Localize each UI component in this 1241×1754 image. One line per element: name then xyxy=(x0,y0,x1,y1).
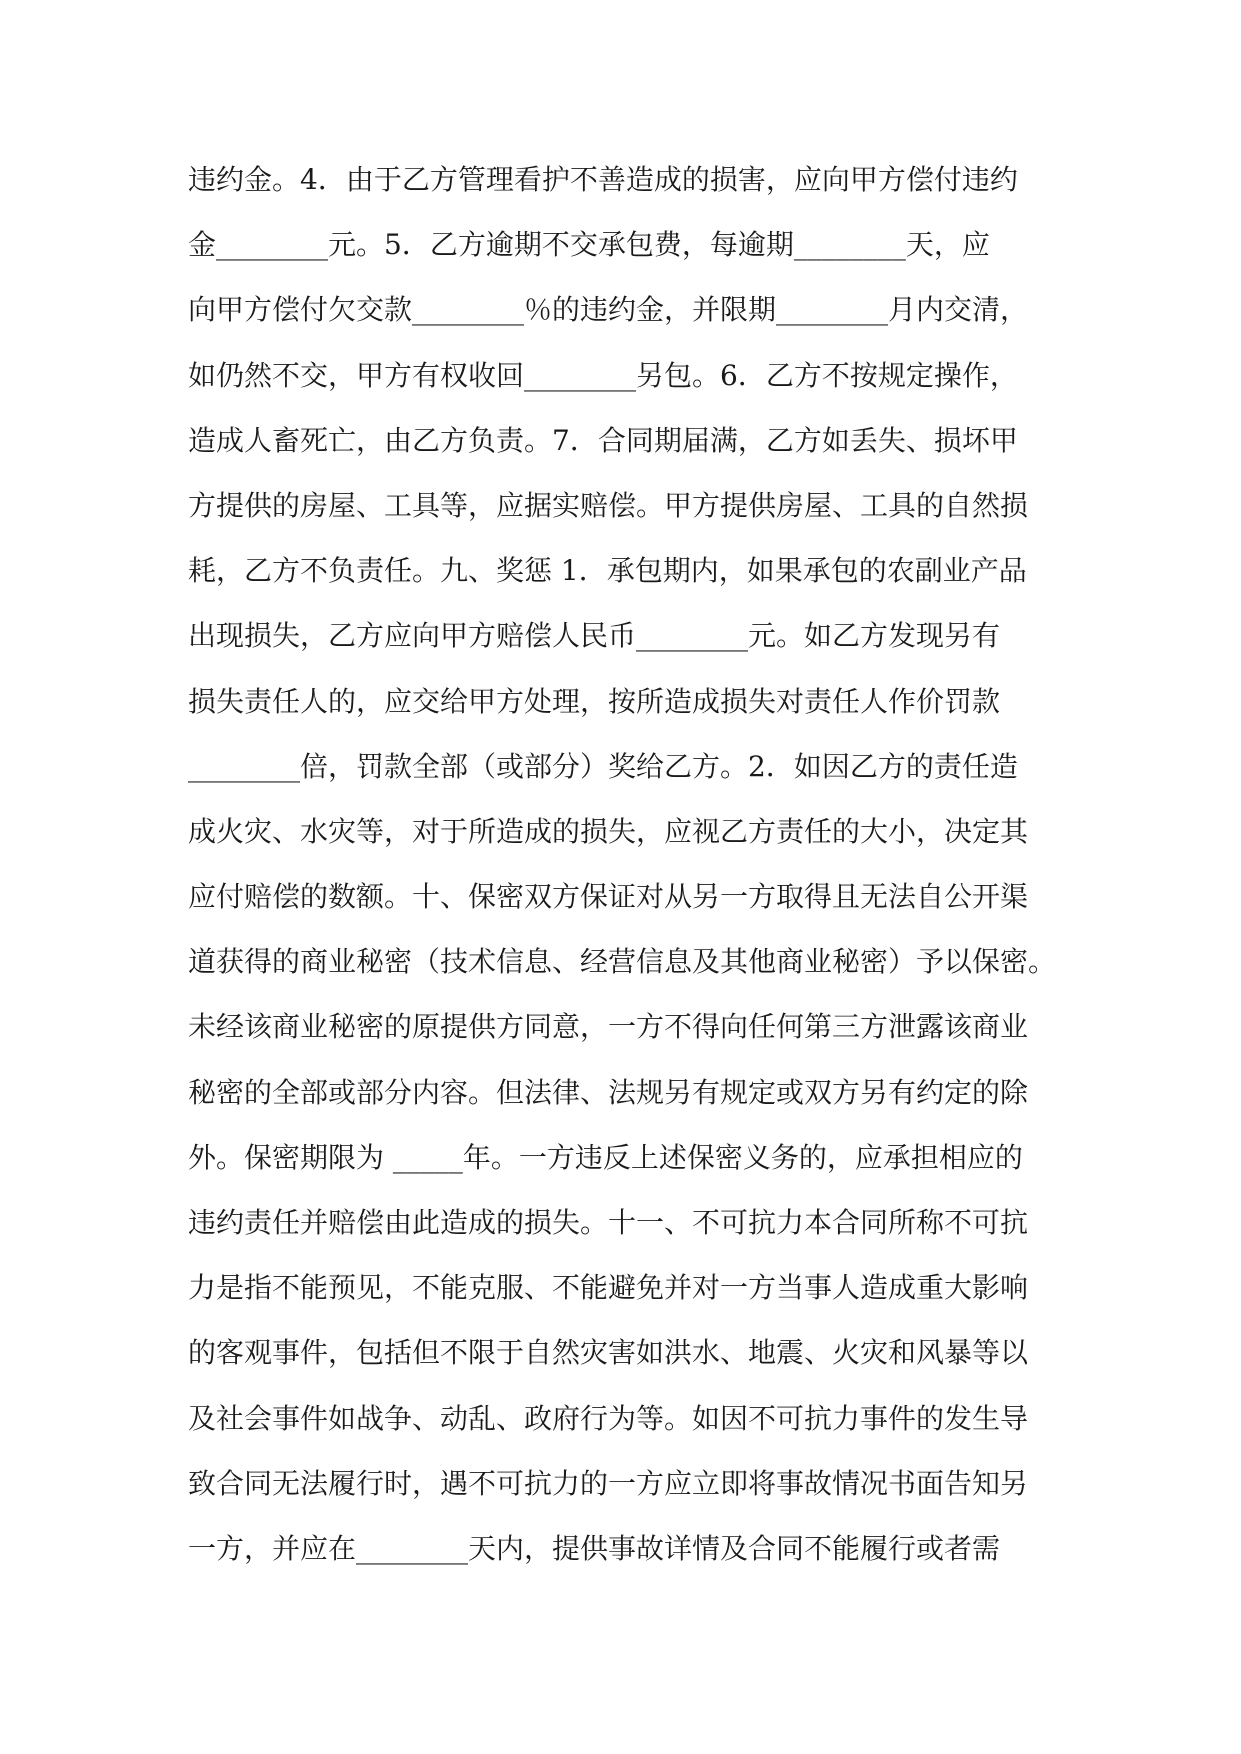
text-line: 一方，并应在________天内，提供事故详情及合同不能履行或者需 xyxy=(188,1531,1001,1565)
text-line: 未经该商业秘密的原提供方同意，一方不得向任何第三方泄露该商业 xyxy=(188,1010,1029,1044)
text-line: 致合同无法履行时，遇不可抗力的一方应立即将事故情况书面告知另 xyxy=(188,1466,1029,1500)
text-line: 如仍然不交，甲方有权收回________另包。6．乙方不按规定操作， xyxy=(188,358,1018,392)
text-line: 道获得的商业秘密（技术信息、经营信息及其他商业秘密）予以保密。 xyxy=(188,945,1057,979)
text-line: 金________元。5．乙方逾期不交承包费，每逾期________天，应 xyxy=(188,228,990,262)
text-line: 出现损失，乙方应向甲方赔偿人民币________元。如乙方发现另有 xyxy=(188,619,1001,653)
text-line: 造成人畜死亡，由乙方负责。7．合同期届满，乙方如丢失、损坏甲 xyxy=(188,423,1018,457)
text-line: 违约责任并赔偿由此造成的损失。十一、不可抗力本合同所称不可抗 xyxy=(188,1206,1029,1239)
text-line: 秘密的全部或部分内容。但法律、法规另有规定或双方另有约定的除 xyxy=(188,1075,1029,1109)
text-line: 向甲方偿付欠交款________％的违约金，并限期________月内交清， xyxy=(188,293,1029,327)
text-line: 力是指不能预见，不能克服、不能避免并对一方当事人造成重大影响 xyxy=(188,1271,1029,1305)
text-line: 损失责任人的，应交给甲方处理，按所造成损失对责任人作价罚款 xyxy=(188,684,1001,718)
document-body xyxy=(188,162,1088,1596)
text-line: 耗，乙方不负责任。九、奖惩 1．承包期内，如果承包的农副业产品 xyxy=(188,554,1027,588)
text-line: 成火灾、水灾等，对于所造成的损失，应视乙方责任的大小，决定其 xyxy=(188,814,1029,848)
text-line: 外。保密期限为 _____年。一方违反上述保密义务的，应承担相应的 xyxy=(188,1140,1023,1174)
text-line: ________倍，罚款全部（或部分）奖给乙方。2．如因乙方的责任造 xyxy=(188,749,1018,783)
text-line: 违约金。4．由于乙方管理看护不善造成的损害，应向甲方偿付违约 xyxy=(188,163,1018,196)
text-line: 的客观事件，包括但不限于自然灾害如洪水、地震、火灾和风暴等以 xyxy=(188,1336,1029,1370)
text-line: 及社会事件如战争、动乱、政府行为等。如因不可抗力事件的发生导 xyxy=(188,1401,1029,1435)
text-line: 应付赔偿的数额。十、保密双方保证对从另一方取得且无法自公开渠 xyxy=(188,880,1029,914)
text-line: 方提供的房屋、工具等，应据实赔偿。甲方提供房屋、工具的自然损 xyxy=(188,488,1029,522)
